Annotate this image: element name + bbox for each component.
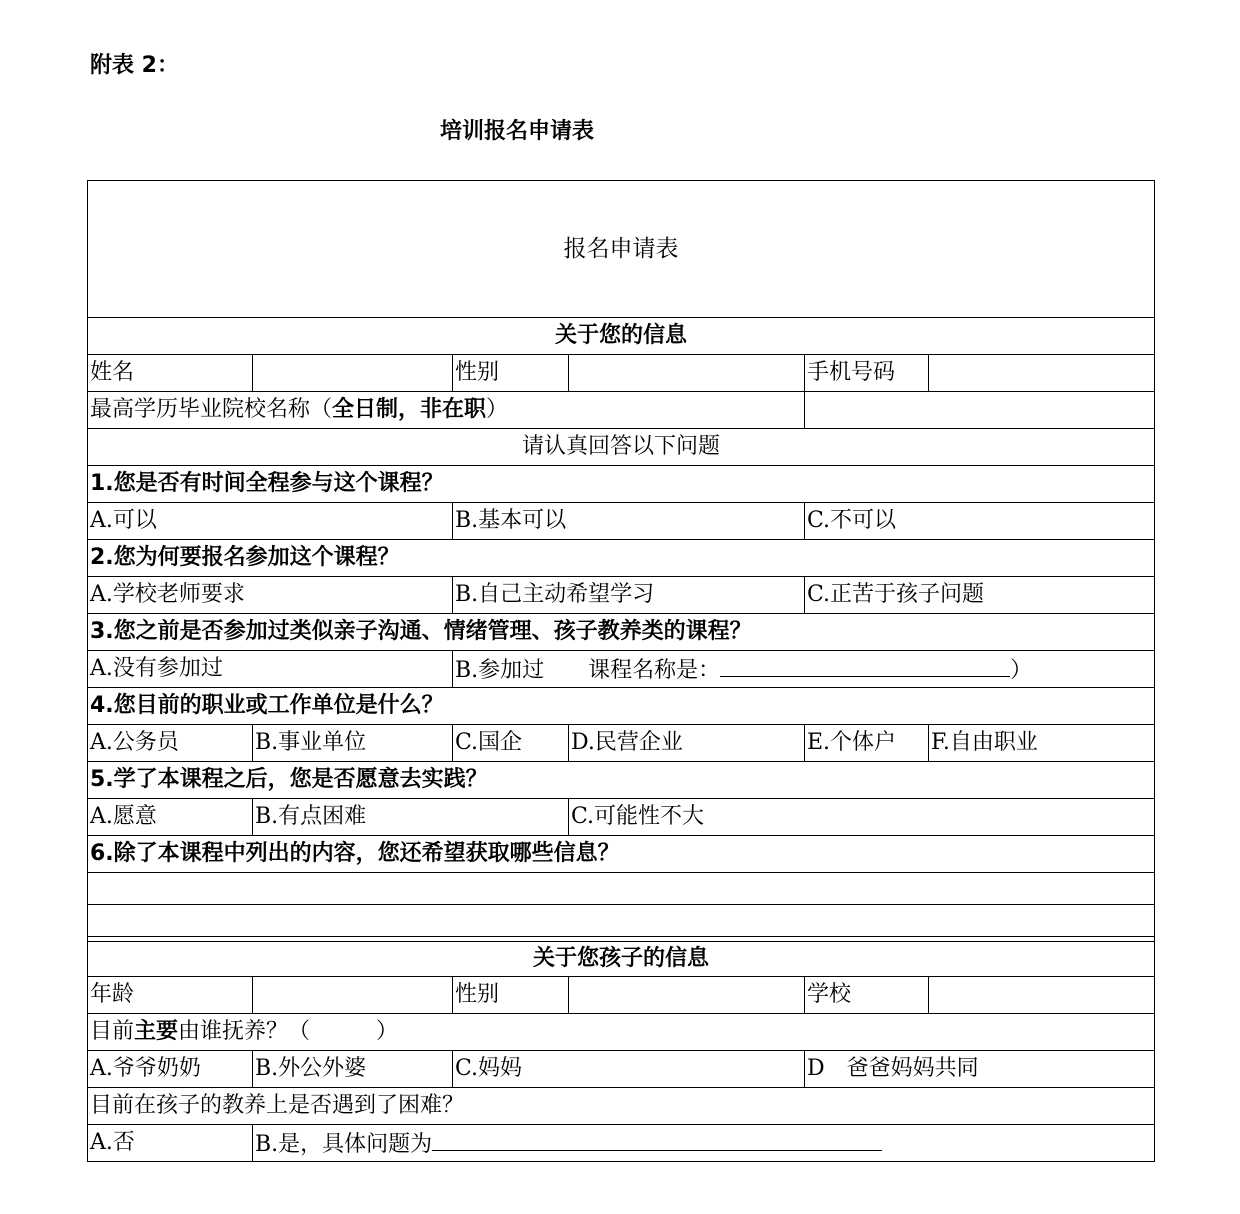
school-label [88, 392, 805, 429]
question-4: 4.您目前的职业或工作单位是什么？ [88, 688, 1155, 725]
age-field[interactable] [253, 977, 453, 1014]
q3-option-b[interactable] [453, 651, 1155, 688]
q4-option-f[interactable]: F.自由职业 [929, 725, 1155, 762]
q4-row [88, 688, 1155, 725]
q1-row [88, 466, 1155, 503]
section-parent-title: 关于您的信息 [88, 318, 1155, 355]
difficulty-option-b[interactable] [253, 1125, 1155, 1162]
caregiver-prefix: 目前 [90, 1019, 135, 1044]
q5-options-row [88, 799, 1155, 836]
q6-answer-line-2[interactable] [88, 905, 1155, 937]
gender-label: 性别 [453, 355, 569, 392]
school-label-suffix: ） [486, 397, 509, 422]
form-header-row [88, 181, 1155, 318]
q4-option-b[interactable]: B.事业单位 [253, 725, 453, 762]
age-label: 年龄 [88, 977, 253, 1014]
caregiver-option-b[interactable]: B.外公外婆 [253, 1051, 453, 1088]
q1-option-a[interactable]: A.可以 [88, 503, 453, 540]
instructions-row [88, 429, 1155, 466]
section-child-row [88, 942, 1155, 977]
caregiver-row [88, 1014, 1155, 1051]
q2-option-c[interactable]: C.正苦于孩子问题 [805, 577, 1155, 614]
caregiver-option-d[interactable]: D 爸爸妈妈共同 [805, 1051, 1155, 1088]
difficulty-option-b-label: B.是，具体问题为 [255, 1131, 433, 1157]
difficulty-options-row [88, 1125, 1155, 1162]
caregiver-option-a[interactable]: A.爷爷奶奶 [88, 1051, 253, 1088]
difficulty-row [88, 1088, 1155, 1125]
child-info-row [88, 977, 1155, 1014]
name-label: 姓名 [88, 355, 253, 392]
q5-row [88, 762, 1155, 799]
difficulty-detail-blank[interactable] [432, 1130, 882, 1151]
q3-row [88, 614, 1155, 651]
q4-option-e[interactable]: E.个体户 [805, 725, 929, 762]
parent-info-row [88, 355, 1155, 392]
child-school-field[interactable] [929, 977, 1155, 1014]
child-gender-label: 性别 [453, 977, 569, 1014]
q2-option-b[interactable]: B.自己主动希望学习 [453, 577, 805, 614]
q2-row [88, 540, 1155, 577]
caregiver-emphasis: 主要 [134, 1019, 179, 1044]
question-3: 3.您之前是否参加过类似亲子沟通、情绪管理、孩子教养类的课程？ [88, 614, 1155, 651]
question-5: 5.学了本课程之后，您是否愿意去实践？ [88, 762, 1155, 799]
q6-answer-row-1 [88, 873, 1155, 905]
phone-label: 手机号码 [805, 355, 929, 392]
school-row [88, 392, 1155, 429]
caregiver-option-c[interactable]: C.妈妈 [453, 1051, 805, 1088]
phone-field[interactable] [929, 355, 1155, 392]
q6-answer-line-1[interactable] [88, 873, 1155, 905]
section-child-title: 关于您孩子的信息 [88, 942, 1155, 977]
q4-option-d[interactable]: D.民营企业 [569, 725, 805, 762]
q2-option-a[interactable]: A.学校老师要求 [88, 577, 453, 614]
appendix-label: 附表 2： [90, 53, 179, 78]
q3-options-row [88, 651, 1155, 688]
difficulty-question: 目前在孩子的教养上是否遇到了困难？ [88, 1088, 1155, 1125]
difficulty-option-a[interactable]: A.否 [88, 1125, 253, 1162]
q1-options-row [88, 503, 1155, 540]
caregiver-options-row [88, 1051, 1155, 1088]
q3-option-b-suffix: ） [1010, 657, 1033, 683]
school-label-prefix: 最高学历毕业院校名称（ [90, 397, 333, 422]
child-gender-field[interactable] [569, 977, 805, 1014]
question-2: 2.您为何要报名参加这个课程？ [88, 540, 1155, 577]
q5-option-b[interactable]: B.有点困难 [253, 799, 569, 836]
q5-option-c[interactable]: C.可能性不大 [569, 799, 1155, 836]
q1-option-b[interactable]: B.基本可以 [453, 503, 805, 540]
q5-option-a[interactable]: A.愿意 [88, 799, 253, 836]
q4-option-c[interactable]: C.国企 [453, 725, 569, 762]
question-6: 6.除了本课程中列出的内容，您还希望获取哪些信息？ [88, 836, 1155, 873]
caregiver-suffix: 由谁抚养？（ ） [178, 1019, 399, 1044]
q1-option-c[interactable]: C.不可以 [805, 503, 1155, 540]
child-school-label: 学校 [805, 977, 929, 1014]
caregiver-question [88, 1014, 1155, 1051]
q6-row [88, 836, 1155, 873]
section-parent-row [88, 318, 1155, 355]
registration-form-table [87, 180, 1155, 1162]
document-title: 培训报名申请表 [440, 119, 595, 144]
school-field[interactable] [805, 392, 1155, 429]
school-label-emphasis: 全日制，非在职 [332, 397, 487, 422]
q3-option-a[interactable]: A.没有参加过 [88, 651, 453, 688]
instructions: 请认真回答以下问题 [88, 429, 1155, 466]
q4-options-row [88, 725, 1155, 762]
q6-answer-row-2 [88, 905, 1155, 937]
q4-option-a[interactable]: A.公务员 [88, 725, 253, 762]
q3-option-b-label: B.参加过 课程名称是： [455, 657, 721, 683]
course-name-blank[interactable] [720, 656, 1010, 677]
question-1: 1.您是否有时间全程参与这个课程？ [88, 466, 1155, 503]
gender-field[interactable] [569, 355, 805, 392]
form-header: 报名申请表 [88, 181, 1155, 318]
q2-options-row [88, 577, 1155, 614]
name-field[interactable] [253, 355, 453, 392]
